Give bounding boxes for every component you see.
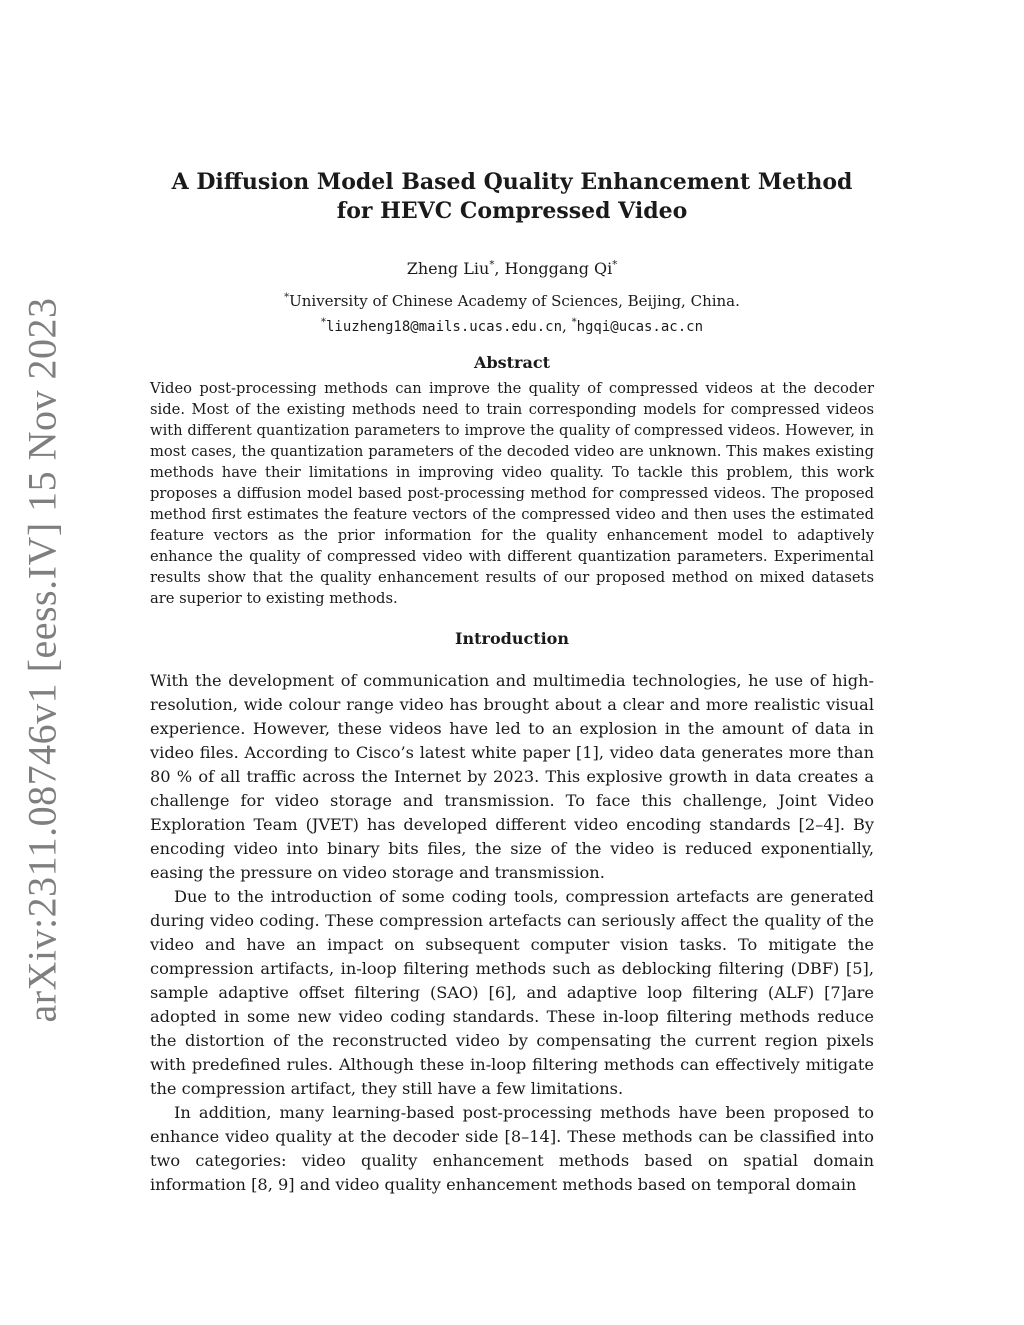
paragraph: With the development of communication and multimedia technologies, he use of high-resolution, wide colour range video has brought about a clear and more realistic visual experience. However, these videos have led to an explosion in the amount of data in video files. According to Cisco’s latest white paper [1], video data generates more than 80 % of all traffic across the Internet by 2023. This explosive growth in data creates a challenge for video storage and transmission. To face this challenge, Joint Video Exploration Team (JVET) has developed different video encoding standards [2–4]. By encoding video into binary bits files, the size of the video is reduced exponentially, easing the pressure on video storage and transmission. <box>150 671 874 882</box>
email-link[interactable]: hgqi@ucas.ac.cn <box>576 319 703 335</box>
abstract-heading: Abstract <box>474 353 550 372</box>
author-name: Zheng Liu <box>406 259 490 278</box>
author-list <box>150 259 874 278</box>
paper-page <box>150 168 874 1197</box>
affiliation-marker: * <box>284 292 290 303</box>
introduction-body <box>150 669 874 1197</box>
institution: University of Chinese Academy of Sciences, Beijing, China. <box>289 292 740 310</box>
arxiv-identifier: arXiv:2311.08746v1 [eess.IV] 15 Nov 2023 <box>19 297 65 1023</box>
author-marker: * <box>612 259 618 271</box>
email-marker: * <box>321 317 326 328</box>
introduction-heading: Introduction <box>455 629 569 648</box>
email-marker: * <box>571 317 577 328</box>
paragraph: In addition, many learning-based post-processing methods have been proposed to enhance video quality at the decoder side [8–14]. These methods can be classified into two categories: video quality enhancement methods based on spatial domain information [8, 9] and video quality enhancement methods based on temporal domain <box>150 1103 874 1194</box>
affiliation <box>150 287 874 338</box>
author-marker: * <box>489 259 495 271</box>
author-name: Honggang Qi <box>504 259 613 278</box>
author-separator: , <box>494 259 505 278</box>
email-separator: , <box>562 317 572 335</box>
paragraph: Due to the introduction of some coding tools, compression artefacts are generated during video coding. These compression artefacts can seriously affect the quality of the video and have an impact on subsequent computer vision tasks. To mitigate the compression artifacts, in-loop filtering methods such as deblocking filtering (DBF) [5], sample adaptive offset filtering (SAO) [6], and adaptive loop filtering (ALF) [7]are adopted in some new video coding standards. These in-loop filtering methods reduce the distortion of the reconstructed video by compensating the current region pixels with predefined rules. Although these in-loop filtering methods can effectively mitigate the compression artifact, they still have a few limitations. <box>150 887 874 1098</box>
paper-title: A Diffusion Model Based Quality Enhancement Method for HEVC Compressed Video <box>171 169 853 224</box>
email-link[interactable]: liuzheng18@mails.ucas.edu.cn <box>326 319 563 335</box>
abstract-text: Video post-processing methods can improve the quality of compressed videos at the decoder side. Most of the existing methods need to train corresponding models for compressed videos with different quantization parameters to improve the quality of compressed videos. However, in most cases, the quantization parameters of the decoded video are unknown. This makes existing methods have their limitations in improving video quality. To tackle this problem, this work proposes a diffusion model based post-processing method for compressed videos. The proposed method first estimates the feature vectors of the compressed video and then uses the estimated feature vectors as the prior information for the quality enhancement model to adaptively enhance the quality of compressed video with different quantization parameters. Experimental results show that the quality enhancement results of our proposed method on mixed datasets are superior to existing methods. <box>150 380 874 607</box>
